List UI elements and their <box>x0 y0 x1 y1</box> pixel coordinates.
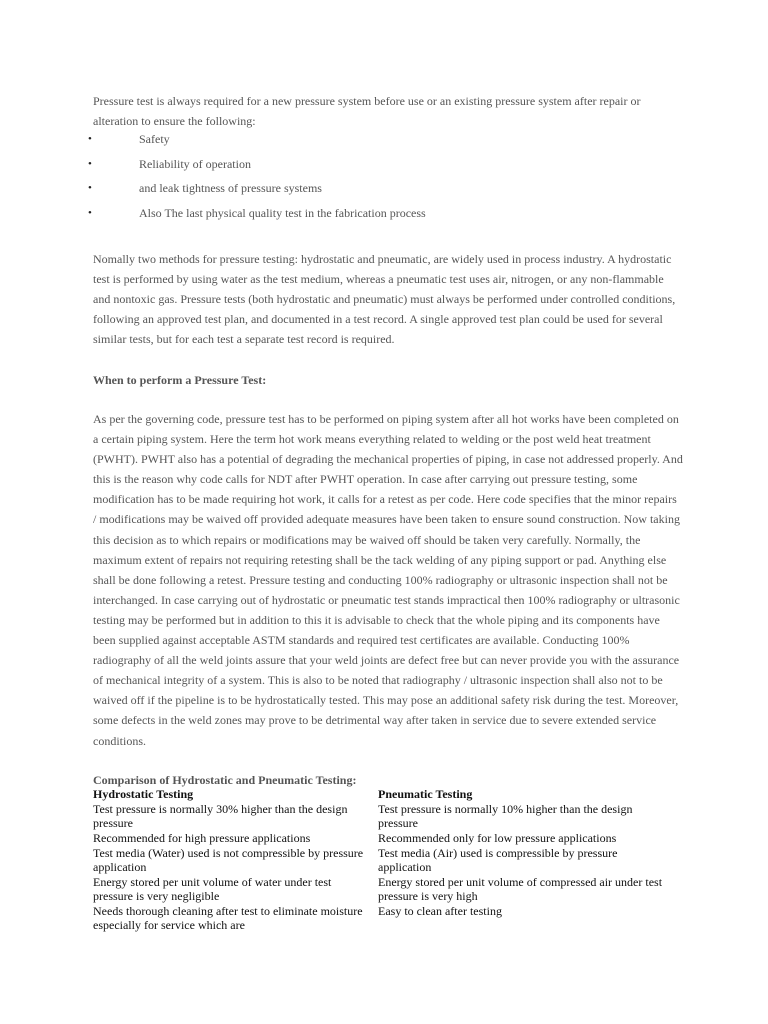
hydrostatic-row: Energy stored per unit volume of water under test pressure is very negligible <box>93 875 332 903</box>
bullet-icon: • <box>88 133 92 145</box>
bullet-icon: • <box>88 157 92 170</box>
pneumatic-row: Energy stored per unit volume of compressed air under test pressure is very high <box>378 875 663 903</box>
pneumatic-row: Test pressure is normally 10% higher than the design pressure <box>378 802 633 830</box>
list-item-text: Safety <box>139 132 170 146</box>
section-heading-when: When to perform a Pressure Test: <box>93 373 267 387</box>
bullet-icon: • <box>88 182 92 194</box>
hydrostatic-column <box>93 787 373 933</box>
list-item-text: Also The last physical quality test in the fabrication process <box>139 205 426 220</box>
hydrostatic-row: Needs thorough cleaning after test to eliminate moisture especially for service which are <box>93 904 363 932</box>
pneumatic-row: Recommended only for low pressure applications <box>378 831 617 845</box>
hydrostatic-row: Test pressure is normally 30% higher than the design pressure <box>93 802 348 830</box>
methods-paragraph: Nomally two methods for pressure testing: hydrostatic and pneumatic, are widely used in process industry. A hydrostatic test is performed by using water as the test medium, whereas a pneumatic test uses air, nitrogen, or any non-flammable and nontoxic gas. Pressure tests (both hydrostatic and pneumatic) must always be performed under controlled conditions, following an approved test plan, and documented in a test record. A single approved test plan could be used for several similar tests, but for each test a separate test record is required. <box>93 252 676 347</box>
list-item-text: and leak tightness of pressure systems <box>139 181 322 195</box>
pneumatic-row: Easy to clean after testing <box>378 904 502 918</box>
pneumatic-column <box>378 787 668 919</box>
hydrostatic-row: Recommended for high pressure applications <box>93 831 311 845</box>
pneumatic-row: Test media (Air) used is compressible by pressure application <box>378 846 618 874</box>
hydrostatic-row: Test media (Water) used is not compressible by pressure application <box>93 846 364 874</box>
section-heading-comparison: Comparison of Hydrostatic and Pneumatic Testing: <box>93 773 357 787</box>
pneumatic-header: Pneumatic Testing <box>378 787 473 801</box>
hydrostatic-header: Hydrostatic Testing <box>93 787 194 801</box>
bullet-icon: • <box>88 206 92 219</box>
intro-paragraph: Pressure test is always required for a new pressure system before use or an existing pressure system after repair or alteration to ensure the following: <box>93 94 641 128</box>
list-item-text: Reliability of operation <box>139 156 251 171</box>
governing-code-paragraph: As per the governing code, pressure test has to be performed on piping system after all hot works have been completed on a certain piping system. Here the term hot work means everything related to welding or the post weld heat treatment (PWHT). PWHT also has a potential of degrading the mechanical properties of piping, in case not addressed properly. And this is the reason why code calls for NDT after PWHT operation. In case after carrying out pressure testing, some modification has to be made requiring hot work, it calls for a retest as per code. Here code specifies that the minor repairs / modifications may be waived off provided adequate measures have been taken to ensure sound construction. Now taking this decision as to which repairs or modifications may be waived off should be taken very carefully. Normally, the maximum extent of repairs not requiring retesting shall be the tack welding of any piping support or pad. Anything else shall be done following a retest. Pressure testing and conducting 100% radiography or ultrasonic inspection shall not be interchanged. In case carrying out of hydrostatic or pneumatic test stands impractical then 100% radiography or ultrasonic testing may be performed but in addition to this it is advisable to check that the whole piping and its components have been supplied against acceptable ASTM standards and required test certificates are available. Conducting 100% radiography of all the weld joints assure that your weld joints are defect free but can never provide you with the assurance of mechanical integrity of a system. This is also to be noted that radiography / ultrasonic inspection shall also not to be waived off if the pipeline is to be hydrostatically tested. This may pose an additional safety risk during the test. Moreover, some defects in the weld zones may prove to be detrimental way after taken in service due to severe extended service conditions. <box>93 412 683 748</box>
